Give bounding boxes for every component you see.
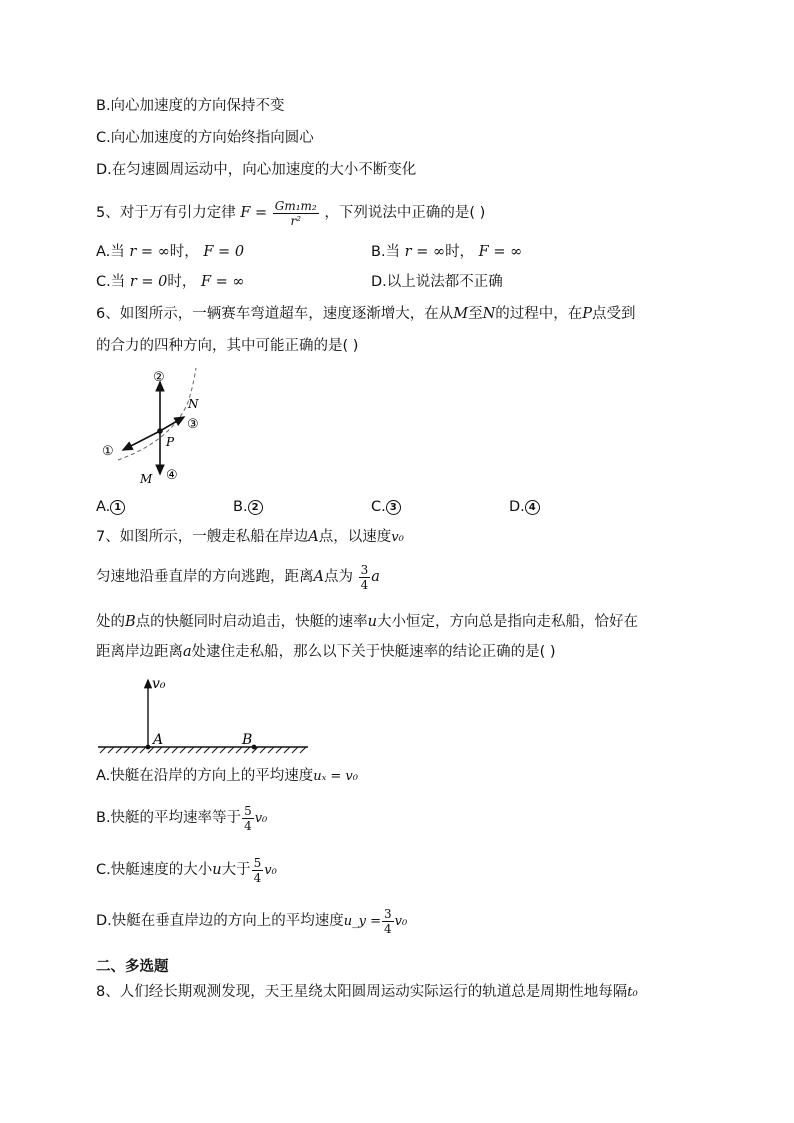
q6-option-c-circle: 3	[386, 500, 401, 515]
q7-label-a: A	[153, 732, 164, 748]
q7-option-c	[96, 855, 277, 886]
q7-option-d-eq: u_y =	[343, 914, 382, 929]
q6-label-4: ④	[166, 468, 178, 483]
q7-point-a	[146, 745, 151, 750]
q7-option-c-frac	[252, 857, 264, 884]
q6-stem-d: 点受到	[592, 306, 636, 322]
q6-stem-line2: 的合力的四种方向，其中可能正确的是( )	[96, 338, 359, 354]
q5-option-a-res: F = 0	[203, 244, 245, 260]
q7-option-c-text: C.快艇速度的大小	[96, 862, 213, 878]
q7-stem2-A: A	[313, 569, 324, 585]
q7-option-d	[96, 906, 407, 937]
q6-label-2: ②	[153, 370, 165, 385]
q6-arrow-3	[160, 417, 184, 431]
q6-label-m: M	[140, 472, 153, 486]
q5-option-c-mid: 时，	[167, 274, 197, 290]
q6-option-d-letter: D.	[509, 499, 525, 515]
q4-option-b: B.向心加速度的方向保持不变	[96, 98, 285, 114]
q5-option-b-res: F = ∞	[478, 244, 523, 260]
q5-option-d: D.以上说法都不正确	[371, 274, 503, 290]
q7-option-c-v: v₀	[264, 863, 277, 878]
q6-stem-line1	[96, 304, 636, 324]
q6-label-p: P	[166, 435, 175, 449]
q4-option-d: D.在匀速圆周运动中，向心加速度的大小不断变化	[96, 162, 417, 178]
q5-stem-pre: 5、对于万有引力定律	[96, 205, 236, 221]
q6-label-3: ③	[187, 417, 199, 432]
q6-option-c-letter: C.	[371, 499, 386, 515]
q7-shore-hatching	[100, 747, 306, 753]
q5-option-c-res: F = ∞	[200, 274, 245, 290]
q7-fraction-3-4	[359, 564, 371, 591]
q6-option-a-circle: 1	[110, 500, 125, 515]
q7-option-b-text: B.快艇的平均速率等于	[96, 810, 242, 826]
q6-stem-b: 至	[468, 306, 483, 322]
q6-stem-p: P	[582, 306, 593, 322]
q6-figure	[96, 362, 226, 490]
q7-option-c-num: 5	[253, 855, 262, 870]
q6-option-b-circle: 2	[248, 500, 263, 515]
q6-option-c	[371, 497, 401, 517]
q5-option-c	[96, 272, 245, 292]
q8-stem-text: 8、人们经长期观测发现，天王星绕太阳圆周运动实际运行的轨道总是周期性地每隔	[96, 984, 628, 1000]
q8-stem	[96, 982, 638, 1003]
q7-stem1-A: A	[308, 529, 319, 545]
q5-formula-lhs: F =	[240, 205, 268, 221]
q6-arrow-1	[123, 431, 160, 450]
q7-stem2-b: 点为	[323, 569, 353, 585]
q7-stem-line3	[96, 612, 638, 632]
q7-option-a-text: A.快艇在沿岸的方向上的平均速度	[96, 768, 314, 784]
q5-option-b-pre: B.当	[371, 244, 401, 260]
q6-label-1: ①	[102, 444, 114, 459]
q7-label-b: B	[242, 732, 253, 748]
q7-stem1-a: 7、如图所示，一艘走私船在岸边	[96, 529, 309, 545]
q7-point-b	[252, 745, 257, 750]
q8-stem-t0: t₀	[627, 985, 638, 1000]
q7-option-b	[96, 803, 267, 834]
q6-option-a	[96, 497, 125, 517]
q7-option-a	[96, 766, 358, 787]
q7-option-b-den: 4	[244, 818, 252, 833]
q7-option-d-num: 3	[384, 906, 392, 921]
q7-option-c-den: 4	[253, 870, 262, 885]
q7-stem4-a-var: a	[183, 644, 192, 660]
q5-option-b	[371, 242, 522, 262]
q7-option-d-den: 4	[384, 921, 392, 936]
q5-option-a-mid: 时，	[169, 244, 199, 260]
q6-stem-c: 的过程中，在	[495, 306, 583, 322]
q5-stem-post: ，下列说法中正确的是( )	[324, 205, 486, 221]
q7-option-d-frac	[382, 908, 394, 935]
q6-option-d	[509, 497, 540, 517]
q7-stem1-b: 点，以速度	[318, 529, 392, 545]
q6-label-n: N	[188, 397, 199, 411]
q5-option-a	[96, 242, 244, 262]
q7-stem3-c: 大小恒定，方向总是指向走私船，恰好在	[377, 614, 638, 630]
q7-stem-line2	[96, 562, 380, 592]
q6-stem-n: N	[482, 306, 496, 322]
q5-option-b-cond: r = ∞	[404, 244, 446, 260]
q7-figure	[96, 670, 316, 756]
q7-stem3-a: 处的	[96, 614, 125, 630]
q6-stem-a: 6、如图所示，一辆赛车弯道超车，速度逐渐增大，在从	[96, 306, 454, 322]
q5-formula-num: Gm₁m₂	[274, 198, 317, 213]
q7-option-b-v: v₀	[254, 811, 268, 826]
section-title-multiple-choice: 二、多选题	[96, 959, 169, 975]
q7-stem-line1	[96, 527, 404, 548]
q5-stem	[96, 198, 485, 228]
q5-option-c-cond: r = 0	[129, 274, 168, 290]
q7-option-b-frac	[242, 805, 254, 832]
q7-option-b-num: 5	[244, 803, 252, 818]
q7-stem2-a: 匀速地沿垂直岸的方向逃跑，距离	[96, 569, 314, 585]
q6-option-b-letter: B.	[233, 499, 248, 515]
q5-option-a-cond: r = ∞	[129, 244, 170, 260]
q6-stem-m: M	[453, 306, 469, 322]
q5-option-b-mid: 时，	[445, 244, 475, 260]
q5-option-a-pre: A.当	[96, 244, 125, 260]
q5-option-c-pre: C.当	[96, 274, 126, 290]
q5-formula-fraction	[273, 200, 319, 227]
q7-stem3-b: 点的快艇同时启动追击，快艇的速率	[135, 614, 368, 630]
q7-option-a-eq: uₓ = v₀	[313, 769, 358, 784]
q6-option-a-letter: A.	[96, 499, 111, 515]
q6-option-b	[233, 497, 263, 517]
q7-fraction-num: 3	[360, 562, 369, 577]
q7-stem3-u: u	[367, 614, 377, 630]
q7-option-c-mid: 大于	[221, 862, 251, 878]
q7-stem4-b: 处逮住走私船，那么以下关于快艇速率的结论正确的是( )	[191, 644, 556, 660]
q6-point-p	[157, 428, 163, 434]
q7-option-d-text: D.快艇在垂直岸边的方向上的平均速度	[96, 913, 344, 929]
q7-option-d-v: v₀	[394, 914, 408, 929]
q7-option-c-u: u	[212, 862, 222, 878]
q6-option-d-circle: 4	[525, 500, 540, 515]
q7-stem4-a: 距离岸边距离	[96, 644, 183, 660]
q7-label-v0: v₀	[152, 676, 166, 692]
q5-formula-den: r²	[290, 213, 302, 228]
q7-fraction-den: 4	[360, 577, 369, 592]
q7-stem1-v0: v₀	[391, 530, 404, 545]
q7-stem3-B: B	[125, 614, 136, 630]
q7-stem2-a-var: a	[371, 569, 380, 585]
q4-option-c: C.向心加速度的方向始终指向圆心	[96, 130, 314, 146]
q7-stem-line4	[96, 642, 556, 662]
